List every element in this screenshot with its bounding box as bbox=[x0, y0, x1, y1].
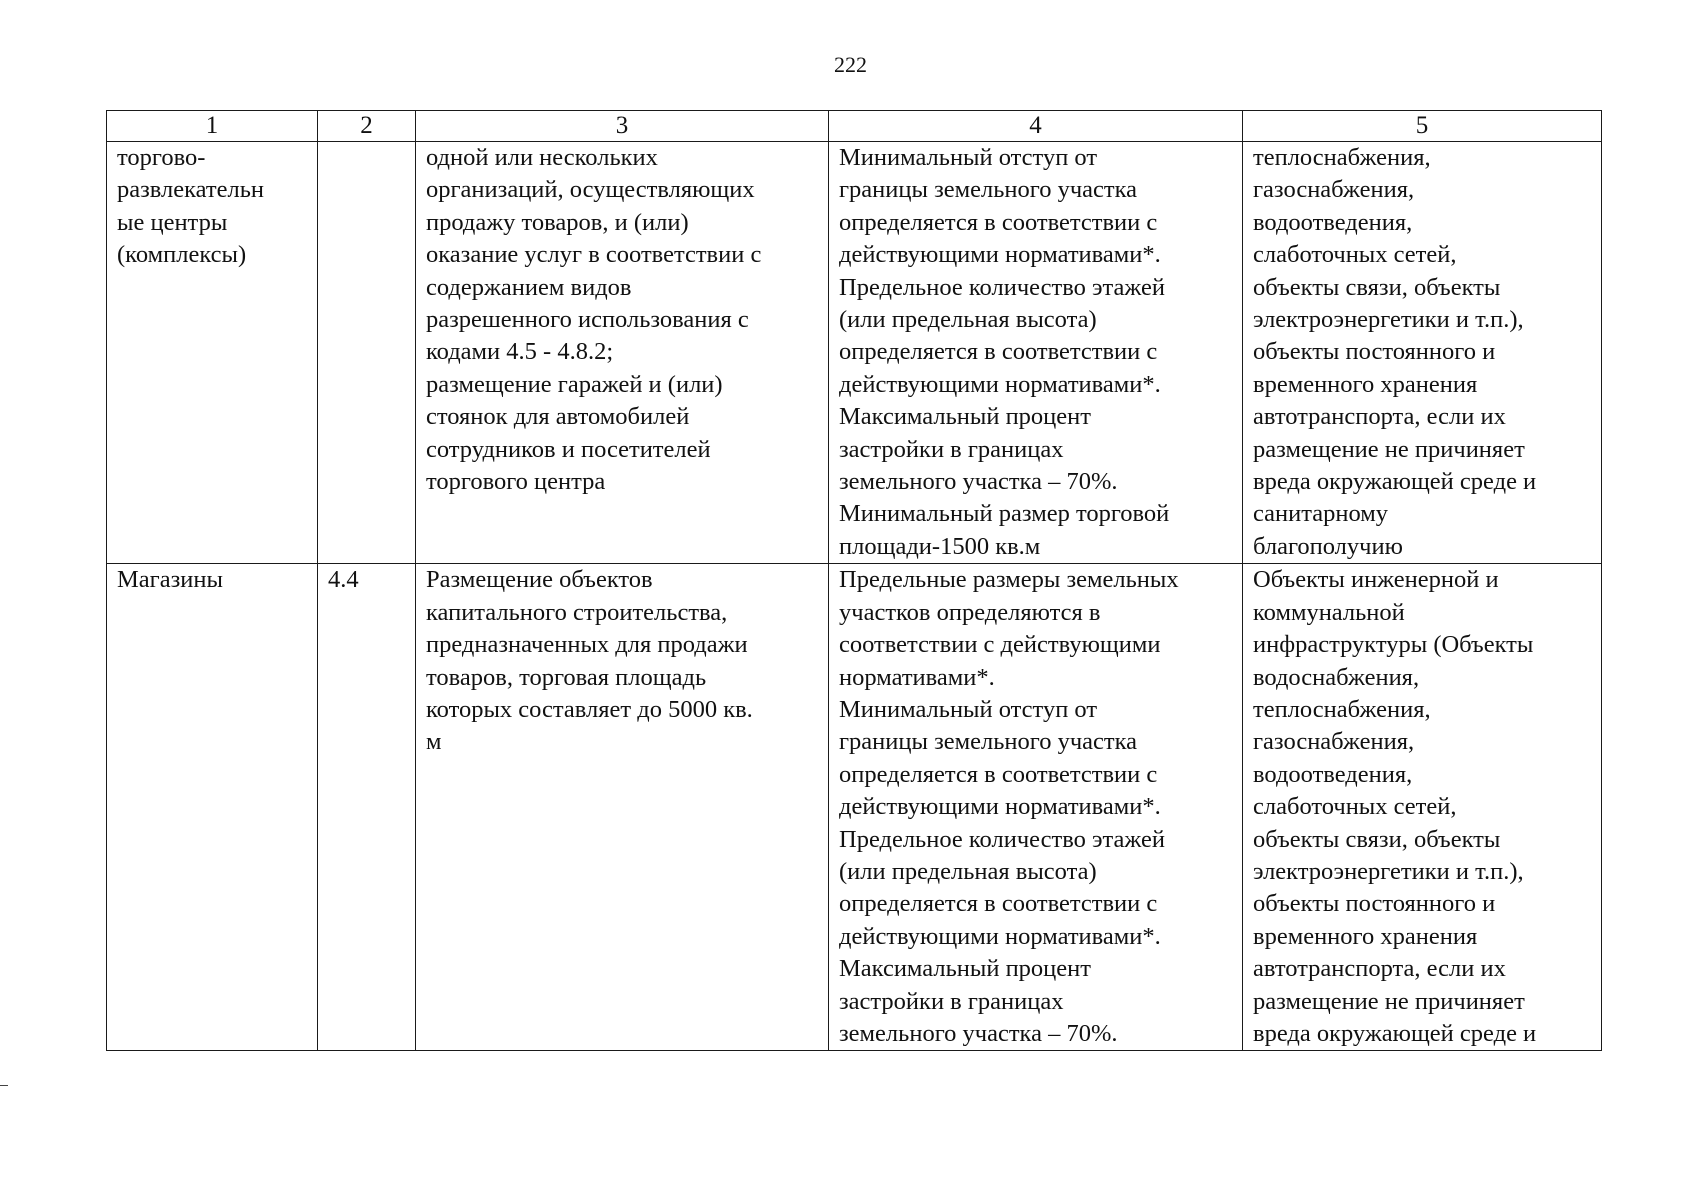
cell-line: определяется в соответствии с bbox=[839, 208, 1158, 236]
cell-line: теплоснабжения, bbox=[1253, 144, 1431, 171]
scan-edge-mark bbox=[0, 1085, 8, 1086]
cell-line: застройки в границах bbox=[839, 987, 1064, 1015]
cell-line: объекты связи, объекты bbox=[1253, 825, 1501, 853]
cell-line: соответствии с действующими bbox=[839, 631, 1161, 659]
page-number-text: 222 bbox=[834, 52, 867, 77]
header-cell-1: 1 bbox=[107, 111, 318, 142]
cell-line: вреда окружающей среде и bbox=[1253, 468, 1537, 496]
cell-line: которых составляет до 5000 кв. bbox=[426, 695, 753, 723]
cell-line: действующими нормативами*. bbox=[839, 793, 1161, 821]
cell-line: инфраструктуры (Объекты bbox=[1253, 631, 1534, 659]
cell-line: Предельное количество этажей bbox=[839, 825, 1165, 853]
cell-line: санитарному bbox=[1253, 500, 1389, 528]
cell-line: оказание услуг в соответствии с bbox=[426, 241, 762, 269]
cell-line: автотранспорта, если их bbox=[1253, 955, 1506, 983]
cell-line: торгового центра bbox=[426, 468, 606, 496]
cell-parameters bbox=[829, 564, 1243, 1051]
cell-line: объекты постоянного и bbox=[1253, 338, 1496, 366]
cell-line: автотранспорта, если их bbox=[1253, 403, 1506, 431]
cell-line: м bbox=[426, 728, 442, 756]
cell-line: застройки в границах bbox=[839, 435, 1064, 463]
cell-auxiliary-uses bbox=[1243, 142, 1602, 564]
cell-line: определяется в соответствии с bbox=[839, 890, 1158, 918]
cell-use-name bbox=[107, 142, 318, 564]
cell-line: (комплексы) bbox=[117, 241, 247, 269]
cell-line: газоснабжения, bbox=[1253, 176, 1415, 204]
header-cell-4: 4 bbox=[829, 111, 1243, 142]
cell-line: водоотведения, bbox=[1253, 208, 1413, 236]
cell-line: содержанием видов bbox=[426, 273, 632, 301]
cell-line: размещение гаражей и (или) bbox=[426, 370, 723, 398]
cell-line: временного хранения bbox=[1253, 370, 1478, 398]
cell-line: действующими нормативами*. bbox=[839, 922, 1161, 950]
cell-line: размещение не причиняет bbox=[1253, 435, 1525, 463]
cell-code bbox=[318, 142, 416, 564]
cell-line: размещение не причиняет bbox=[1253, 987, 1525, 1015]
cell-line: Объекты инженерной и bbox=[1253, 566, 1499, 594]
cell-line: 4.4 bbox=[328, 566, 359, 594]
cell-line: электроэнергетики и т.п.), bbox=[1253, 857, 1524, 885]
cell-line: Минимальный размер торговой bbox=[839, 500, 1170, 528]
cell-line: торгово- bbox=[117, 144, 206, 171]
cell-use-name bbox=[107, 564, 318, 1051]
cell-line: границы земельного участка bbox=[839, 176, 1138, 204]
table-row bbox=[107, 564, 1602, 1051]
cell-line: действующими нормативами*. bbox=[839, 241, 1161, 269]
cell-line: теплоснабжения, bbox=[1253, 695, 1431, 723]
cell-line: земельного участка – 70%. bbox=[839, 468, 1118, 496]
cell-description bbox=[416, 564, 829, 1051]
cell-line: товаров, торговая площадь bbox=[426, 663, 707, 691]
cell-line: нормативами*. bbox=[839, 663, 995, 691]
header-cell-5: 5 bbox=[1243, 111, 1602, 142]
cell-line: Минимальный отступ от bbox=[839, 144, 1098, 171]
cell-line: капитального строительства, bbox=[426, 598, 728, 626]
cell-line: (или предельная высота) bbox=[839, 857, 1097, 885]
cell-line: Максимальный процент bbox=[839, 955, 1091, 983]
cell-line: участков определяются в bbox=[839, 598, 1101, 626]
cell-line: организаций, осуществляющих bbox=[426, 176, 755, 204]
cell-line: определяется в соответствии с bbox=[839, 760, 1158, 788]
cell-line: Предельные размеры земельных bbox=[839, 566, 1179, 594]
cell-line: площади-1500 кв.м bbox=[839, 532, 1041, 560]
cell-line: водоотведения, bbox=[1253, 760, 1413, 788]
cell-parameters bbox=[829, 142, 1243, 564]
cell-line: кодами 4.5 - 4.8.2; bbox=[426, 338, 614, 366]
cell-line: временного хранения bbox=[1253, 922, 1478, 950]
cell-line: Максимальный процент bbox=[839, 403, 1091, 431]
cell-line: электроэнергетики и т.п.), bbox=[1253, 306, 1524, 334]
cell-line: продажу товаров, и (или) bbox=[426, 208, 689, 236]
cell-line: стоянок для автомобилей bbox=[426, 403, 690, 431]
cell-line: водоснабжения, bbox=[1253, 663, 1420, 691]
cell-line: границы земельного участка bbox=[839, 728, 1138, 756]
cell-line: благополучию bbox=[1253, 532, 1403, 560]
cell-line: Минимальный отступ от bbox=[839, 695, 1098, 723]
cell-line: слаботочных сетей, bbox=[1253, 241, 1457, 269]
cell-line: развлекательн bbox=[117, 176, 265, 204]
cell-line: одной или нескольких bbox=[426, 144, 658, 171]
cell-line: объекты связи, объекты bbox=[1253, 273, 1501, 301]
cell-line: Магазины bbox=[117, 566, 223, 594]
cell-line: (или предельная высота) bbox=[839, 306, 1097, 334]
page-number bbox=[0, 52, 1697, 78]
cell-line: Размещение объектов bbox=[426, 566, 653, 594]
cell-line: земельного участка – 70%. bbox=[839, 1019, 1118, 1047]
header-cell-3: 3 bbox=[416, 111, 829, 142]
cell-auxiliary-uses bbox=[1243, 564, 1602, 1051]
cell-line: Предельное количество этажей bbox=[839, 273, 1165, 301]
cell-line: действующими нормативами*. bbox=[839, 370, 1161, 398]
cell-description bbox=[416, 142, 829, 564]
cell-line: сотрудников и посетителей bbox=[426, 435, 711, 463]
cell-line: слаботочных сетей, bbox=[1253, 793, 1457, 821]
document-table bbox=[106, 110, 1602, 1051]
cell-line: определяется в соответствии с bbox=[839, 338, 1158, 366]
table-header-row bbox=[107, 111, 1602, 142]
cell-line: газоснабжения, bbox=[1253, 728, 1415, 756]
table-row bbox=[107, 142, 1602, 564]
header-cell-2: 2 bbox=[318, 111, 416, 142]
cell-line: разрешенного использования с bbox=[426, 306, 749, 334]
cell-line: ые центры bbox=[117, 208, 228, 236]
cell-code bbox=[318, 564, 416, 1051]
cell-line: объекты постоянного и bbox=[1253, 890, 1496, 918]
cell-line: предназначенных для продажи bbox=[426, 631, 748, 659]
cell-line: вреда окружающей среде и bbox=[1253, 1019, 1537, 1047]
cell-line: коммунальной bbox=[1253, 598, 1405, 626]
